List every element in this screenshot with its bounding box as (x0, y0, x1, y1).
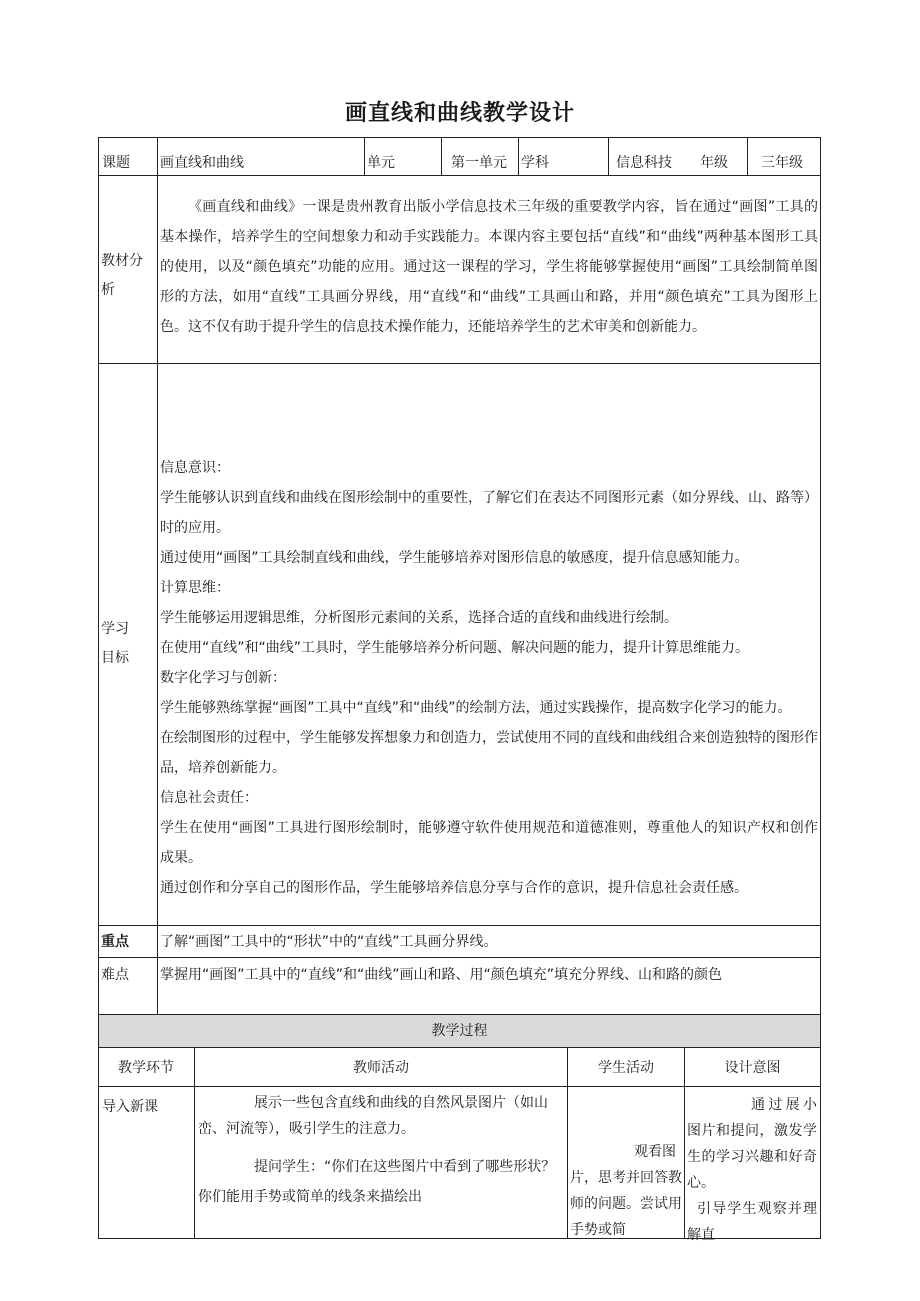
difficulty-label: 难点 (101, 967, 129, 983)
objective-heading: 信息社会责任： (160, 790, 258, 806)
objectives-list (160, 453, 818, 903)
label-unit: 单元 (367, 155, 395, 171)
material-text: 《画直线和曲线》一课是贵州教育出版小学信息技术三年级的重要教学内容，旨在通过“画图”工具的基本操作，培养学生的空间想象力和动手实践能力。本课内容主要包括“直线”和“曲线”两种基本图形工具的使用，以及“颜色填充”功能的应用。通过这一课程的学习，学生将能够掌握使用“画图”工具绘制简单图形的方法，如用“直线”工具画分界线，用“直线”和“曲线”工具画山和路，并用“颜色填充”工具为图形上色。这不仅有助于提升学生的信息技术操作能力，还能培养学生的艺术审美和创新能力。 (160, 199, 818, 335)
key-point-label: 重点 (101, 934, 129, 950)
design-intent: 通过展小图片和提问，激发学生的学习兴趣和好奇心。 引导学生观察并理解直 (687, 1097, 817, 1243)
objective-item: 学生能够运用逻辑思维，分析图形元素间的关系，选择合适的直线和曲线进行绘制。 (160, 610, 678, 626)
label-grade: 年级 (700, 155, 728, 171)
label-subject: 学科 (521, 155, 549, 171)
subject-value: 信息科技 (616, 155, 672, 171)
col-stage-header: 教学环节 (118, 1060, 174, 1076)
key-point-text: 了解“画图”工具中的“形状”中的“直线”工具画分界线。 (160, 934, 498, 950)
col-student-header: 学生活动 (598, 1060, 654, 1076)
stage-cell: 导入新课 (102, 1099, 158, 1115)
difficulty-text: 掌握用“画图”工具中的“直线”和“曲线”画山和路、用“颜色填充”填充分界线、山和路的颜色 (160, 967, 723, 983)
grade-value: 三年级 (761, 155, 803, 171)
objective-heading: 数字化学习与创新： (160, 670, 286, 686)
process-header: 教学过程 (431, 1023, 488, 1039)
student-activity: 观看图片，思考并回答教师的问题。尝试用手势或简 (570, 1144, 682, 1238)
material-label: 教材分 析 (101, 253, 143, 298)
objectives-label: 学习 目标 (101, 621, 129, 666)
label-course: 课题 (102, 155, 130, 171)
document-title: 画直线和曲线教学设计 (344, 101, 575, 126)
objective-item: 在绘制图形的过程中，学生能够发挥想象力和创造力，尝试使用不同的直线和曲线组合来创造独特的图形作品，培养创新能力。 (160, 730, 818, 776)
objective-item: 在使用“直线”和“曲线”工具时，学生能够培养分析问题、解决问题的能力，提升计算思维能力。 (160, 640, 750, 656)
objective-heading: 计算思维： (160, 580, 230, 596)
objective-item: 学生在使用“画图”工具进行图形绘制时，能够遵守软件使用规范和道德准则，尊重他人的知识产权和创作成果。 (160, 820, 818, 866)
objective-item: 学生能够熟练掌握“画图”工具中“直线”和“曲线”的绘制方法，通过实践操作，提高数字化学习的能力。 (160, 700, 792, 716)
objective-item: 学生能够认识到直线和曲线在图形绘制中的重要性，了解它们在表达不同图形元素（如分界线、山、路等）时的应用。 (160, 490, 818, 536)
col-teacher-header: 教师活动 (353, 1060, 409, 1076)
unit-value: 第一单元 (451, 155, 507, 171)
col-intent-header: 设计意图 (724, 1060, 781, 1076)
teacher-activity: 展示一些包含直线和曲线的自然风景图片（如山峦、河流等），吸引学生的注意力。 提问学生：“你们在这些图片中看到了哪些形状？你们能用手势或简单的线条来描绘出 (198, 1095, 556, 1205)
objective-item: 通过使用“画图”工具绘制直线和曲线，学生能够培养对图形信息的敏感度，提升信息感知能力。 (160, 550, 749, 566)
objective-item: 通过创作和分享自己的图形作品，学生能够培养信息分享与合作的意识，提升信息社会责任感。 (160, 880, 748, 896)
course-value: 画直线和曲线 (160, 155, 244, 171)
objective-heading: 信息意识： (160, 460, 230, 476)
